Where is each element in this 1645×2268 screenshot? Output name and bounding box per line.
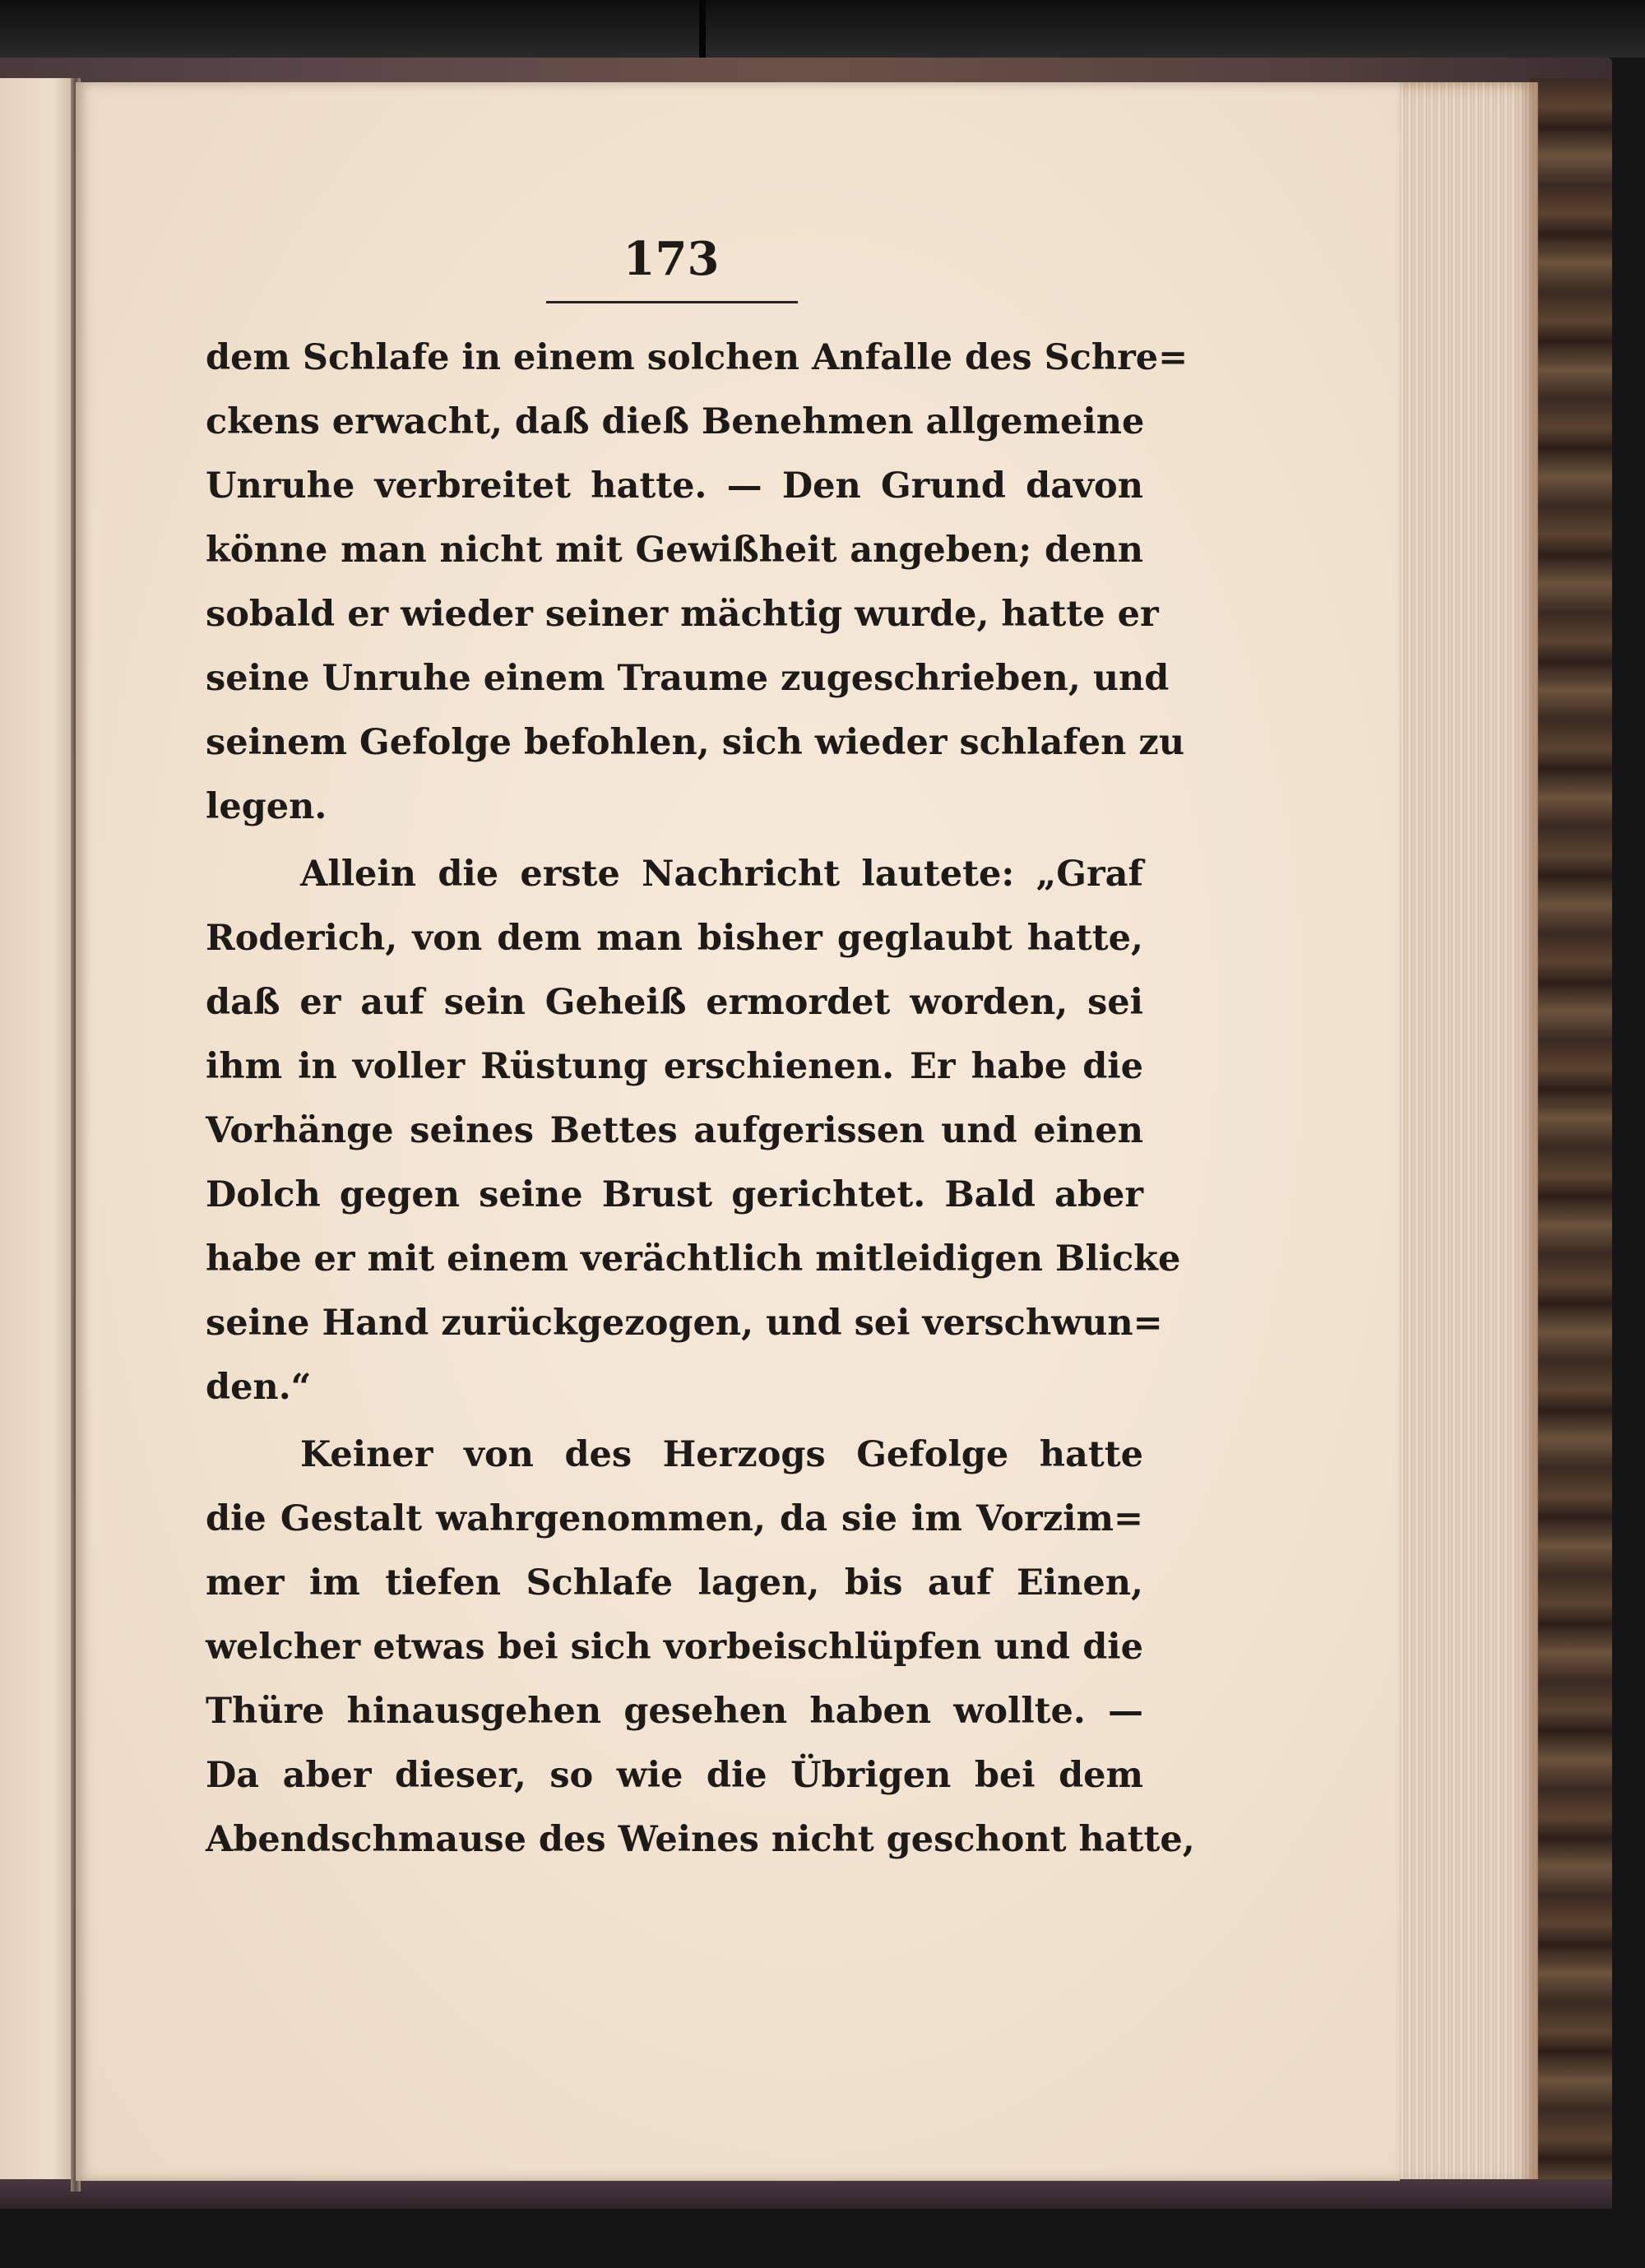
book-bottom-binding	[0, 2179, 1612, 2209]
text-line: Dolch gegen seine Brust gerichtet. Bald aber	[206, 1174, 1143, 1215]
book-cover-edge	[1530, 78, 1612, 2192]
text-line: habe er mit einem verächtlich mitleidigen Blicke	[206, 1238, 1181, 1280]
page-number: 173	[623, 232, 720, 286]
text-line: sobald er wieder seiner mächtig wurde, hatte er	[206, 594, 1159, 635]
header-rule	[546, 301, 798, 303]
text-line: Unruhe verbreitet hatte. — Den Grund davon	[206, 465, 1143, 507]
text-line: Allein die erste Nachricht lautete: „Graf	[300, 854, 1143, 895]
text-line: mer im tiefen Schlafe lagen, bis auf Einen,	[206, 1562, 1143, 1604]
left-page-edge	[0, 78, 76, 2183]
text-line: könne man nicht mit Gewißheit angeben; denn	[206, 530, 1143, 571]
text-line: ckens erwacht, daß dieß Benehmen allgemeine	[206, 401, 1145, 442]
page-stack-edges	[1390, 82, 1538, 2187]
text-line: seinem Gefolge befohlen, sich wieder schlafen zu	[206, 722, 1185, 763]
text-line: welcher etwas bei sich vorbeischlüpfen und die	[206, 1627, 1143, 1668]
body-text	[206, 329, 1195, 1908]
text-line: Vorhänge seines Bettes aufgerissen und einen	[206, 1110, 1143, 1151]
text-line: Abendschmause des Weines nicht geschont hatte,	[206, 1819, 1195, 1860]
text-line: seine Hand zurückgezogen, und sei verschwun=	[206, 1303, 1163, 1344]
text-line: Keiner von des Herzogs Gefolge hatte	[300, 1434, 1143, 1475]
text-line: legen.	[206, 786, 327, 827]
text-line: ihm in voller Rüstung erschienen. Er habe die	[206, 1046, 1143, 1087]
text-line: die Gestalt wahrgenommen, da sie im Vorzim=	[206, 1498, 1143, 1539]
text-line: dem Schlafe in einem solchen Anfalle des Schre=	[206, 337, 1189, 378]
background-divider	[699, 0, 706, 58]
text-line: den.“	[206, 1367, 312, 1408]
text-line: Thüre hinausgehen gesehen haben wollte. —	[206, 1691, 1143, 1732]
text-line: Roderich, von dem man bisher geglaubt hatte,	[206, 918, 1143, 959]
text-line: daß er auf sein Geheiß ermordet worden, sei	[206, 982, 1143, 1023]
text-line: Da aber dieser, so wie die Übrigen bei dem	[206, 1755, 1143, 1796]
text-line: seine Unruhe einem Traume zugeschrieben, und	[206, 658, 1170, 699]
background-strip	[0, 0, 1645, 58]
